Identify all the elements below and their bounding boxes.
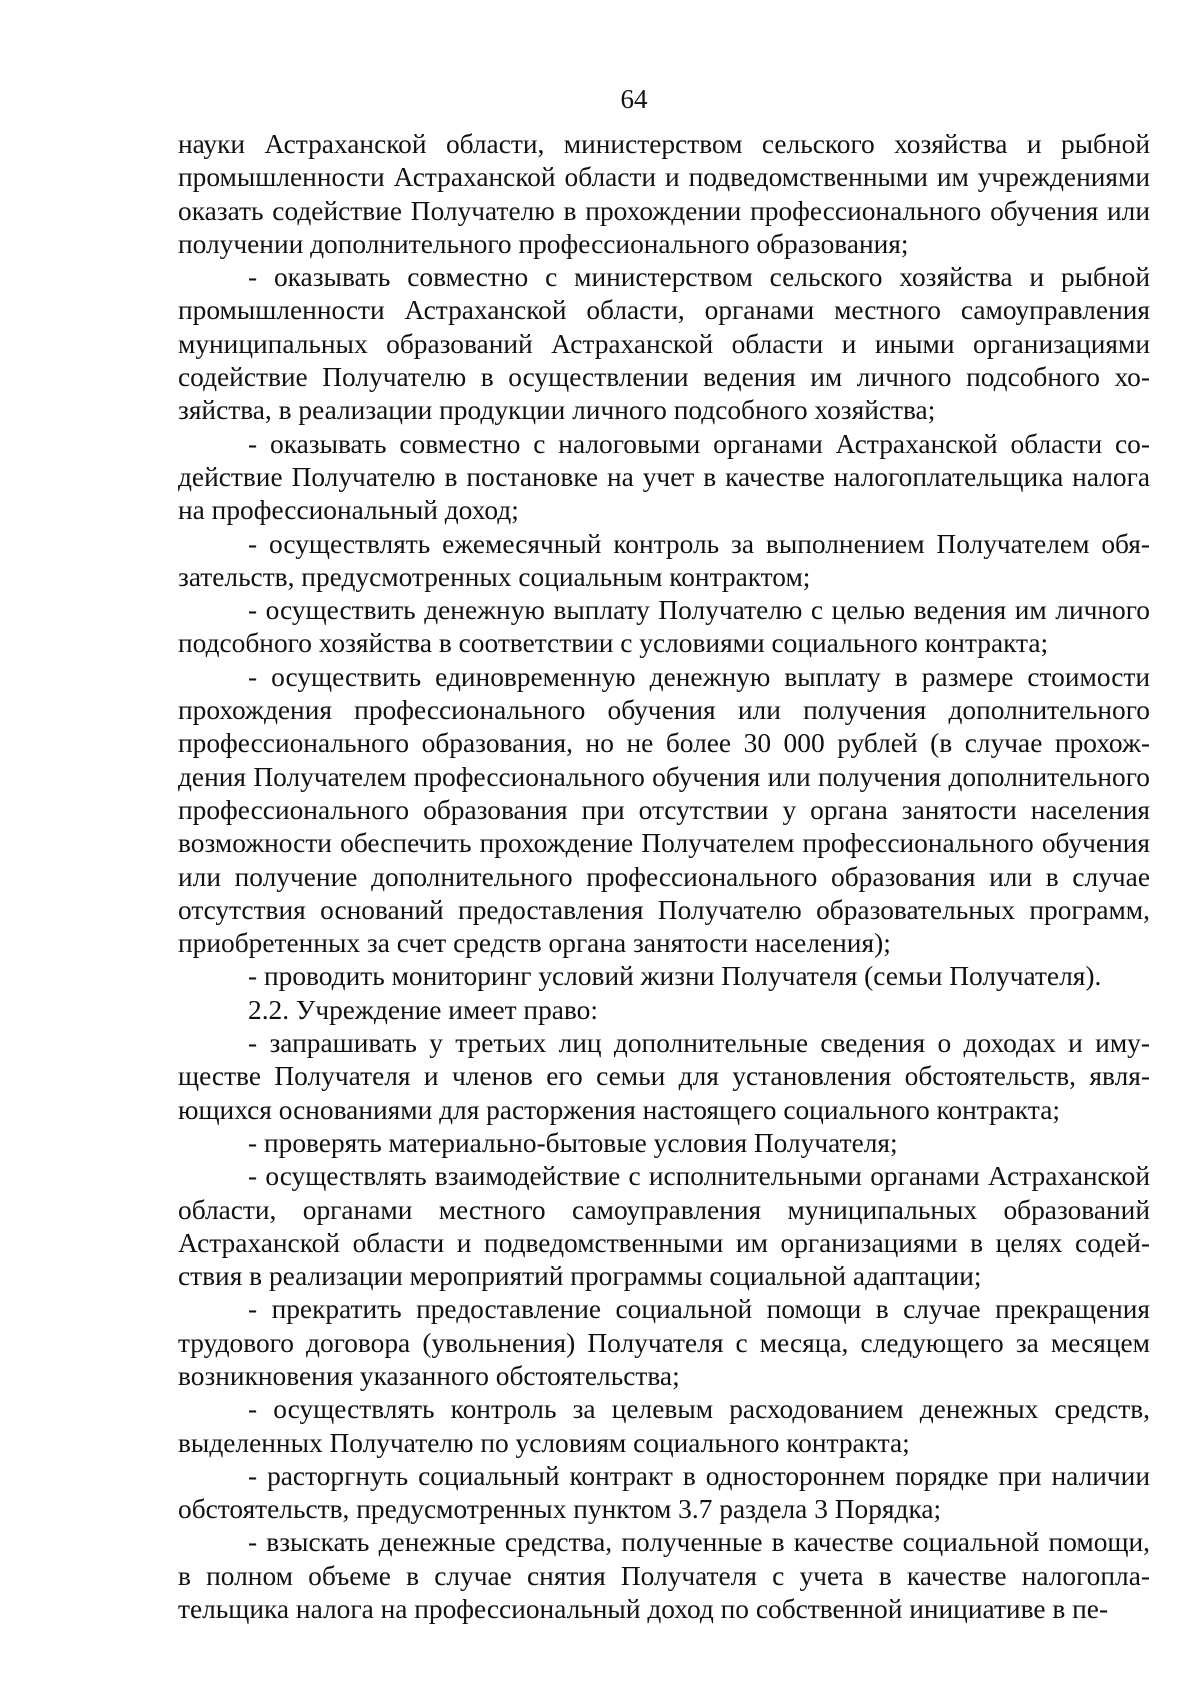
paragraph: - осуществить денежную выплату Получателю с целью ведения им личного подсобного хозяйства в соответствии с условиями социального контракта; (178, 595, 1150, 659)
paragraph: - осуществлять контроль за целевым расходованием денежных средств, выделенных Получателю по условиям социального контракта; (178, 1394, 1150, 1458)
document-body (178, 128, 1150, 1626)
paragraph: науки Астраханской области, министерством сельского хозяйства и рыбной промышленности Астраханской области и подведомственными им учреждениями оказать содействие Получателю в прохождении профессионального обучения или получении дополнительного профессионального образования; (178, 129, 1150, 259)
paragraph: - осуществлять ежемесячный контроль за выполнением Получателем обязательств, предусмотренных социальным контрактом; (178, 528, 1150, 592)
paragraph: - оказывать совместно с налоговыми органами Астраханской области содействие Получателю в постановке на учет в качестве налогоплательщика налога на профессиональный доход; (178, 428, 1150, 526)
paragraph: - осуществлять взаимодействие с исполнительными органами Астраханской области, органами местного самоуправления муниципальных образований Астраханской области и подведомственными им организациями в целях содействия в реализации мероприятий программы социальной адаптации; (178, 1161, 1150, 1292)
paragraph: - расторгнуть социальный контракт в одностороннем порядке при наличии обстоятельств, предусмотренных пунктом 3.7 раздела 3 Порядка; (178, 1460, 1150, 1525)
paragraph: - оказывать совместно с министерством сельского хозяйства и рыбной промышленности Астраханской области, органами местного самоуправления муниципальных образований Астраханской области и иными организациями содействие Получателю в осуществлении ведения им личного подсобного хозяйства, в реализации продукции личного подсобного хозяйства; (178, 262, 1150, 426)
paragraph: - запрашивать у третьих лиц дополнительные сведения о доходах и имуществе Получателя и членов его семьи для установления обстоятельств, являющихся основаниями для расторжения настоящего социального контракта; (178, 1028, 1150, 1125)
page-number: 64 (620, 84, 648, 114)
section-heading: 2.2. Учреждение имеет право: (248, 994, 598, 1025)
paragraph: - взыскать денежные средства, полученные в качестве социальной помощи, в полном объеме в случае снятия Получателя с учета в качестве налогоплательщика налога на профессиональный доход по собственной инициативе в пе- (178, 1527, 1150, 1625)
paragraph: - осуществить единовременную денежную выплату в размере стоимости прохождения профессионального обучения или получения дополнительного профессионального образования, но не более 30 000 рублей (в случае прохождения Получателем профессионального обучения или получения дополнительного профессионального образования при отсутствии у органа занятости населения возможности обеспечить прохождение Получателем профессионального обучения или получение дополнительного профессионального образования или в случае отсутствия оснований предоставления Получателю образовательных программ, приобретенных за счет средств органа занятости населения); (178, 661, 1150, 959)
paragraph: - проверять материально-бытовые условия Получателя; (248, 1127, 898, 1158)
paragraph: - проводить мониторинг условий жизни Получателя (семьи Получателя). (248, 961, 1102, 992)
paragraph: - прекратить предоставление социальной помощи в случае прекращения трудового договора (увольнения) Получателя с месяца, следующего за месяцем возникновения указанного обстоятельства; (178, 1294, 1150, 1391)
